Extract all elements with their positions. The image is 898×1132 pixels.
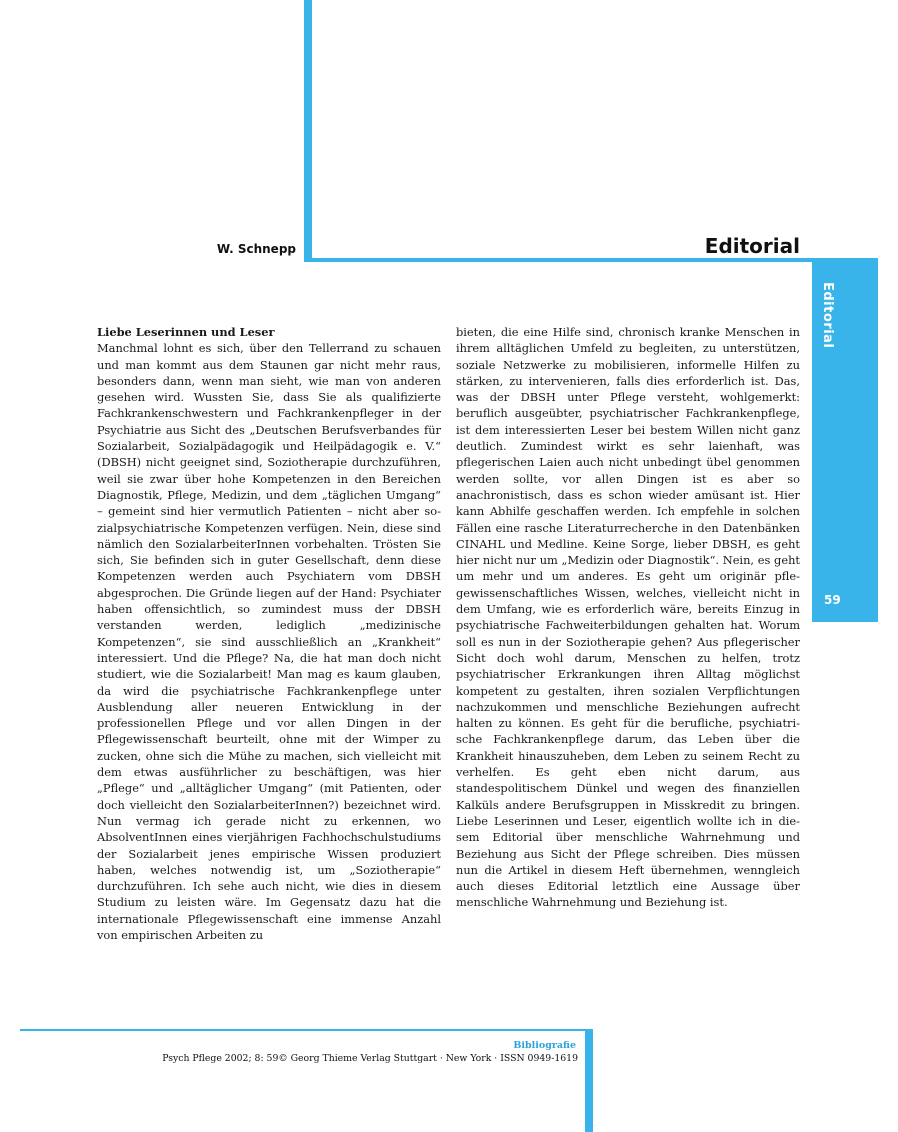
bibliography-label: Bibliografie xyxy=(513,1040,576,1051)
article-text-right: bieten, die eine Hilfe sind, chronisch kranke Menschen in ihrem alltäglichen Umfeld zu begleiten, zu unterstützen, soziale Netzwerke zu mobilisieren, informelle Hilfen zu stärken, zu intervenieren, falls dies erforderlich ist. Das, was der DBSH unter Pflege versteht, wohlgemerkt: beruflich ausgeübter, psychiatrischer Fachkrankenpflege, ist dem interessierten Leser bei bestem Willen nicht ganz deutlich. Zumindest wirkt es sehr laienhaft, was pflegerischen Laien auch nicht unbedingt übel genommen werden sollte, vor allen Dingen ist es aber so anachronistisch, dass es schon wieder amüsant ist. Hier kann Abhilfe geschaffen werden. Ich empfehle in solchen Fällen eine rasche Literaturrecherche in den Datenbänken CINAHL und Medline. Keine Sorge, lieber DBSH, es geht hier nicht nur um „Medizin oder Diagnostik“. Nein, es geht um mehr und um anderes. Es geht um originär pflegewissenschaftliches Wissen, welches, vielleicht nicht in dem Umfang, wie es erforderlich wäre, bereits Einzug in psychiatrische Fachweiterbildungen gehalten hat. Worum soll es nun in der Soziotherapie gehen? Aus pflegerischer Sicht doch wohl darum, Menschen zu helfen, trotz psychiatrischer Erkrankungen ihren Alltag möglichst kompetent zu gestalten, ihren sozialen Verpflichtungen nachzukommen und menschliche Beziehungen aufrecht halten zu können. Es geht für die berufliche, psychiatrische Fachkrankenpflege darum, das Leben über die Krankheit hinauszuheben, dem Leben zu seinem Recht zu verhelfen. Es geht eben nicht darum, aus standespolitischem Dünkel und wegen des finanziellen Kalküls andere Berufsgruppen in Misskredit zu bringen. Liebe Leserinnen und Leser, eigentlich wollte ich in diesem Editorial über menschliche Wahrnehmung und Beziehung aus Sicht der Pflege schreiben. Dies müssen nun die Artikel in diesem Heft übernehmen, wenngleich auch dieses Editorial letztlich eine Aussage über menschliche Wahrnehmung und Beziehung ist. xyxy=(456,325,800,910)
author-name: W. Schnepp xyxy=(216,242,296,256)
top-vertical-rule xyxy=(304,0,312,262)
article-text-left: Manchmal lohnt es sich, über den Tellerrand zu schauen und man kommt aus dem Staunen gar nicht mehr raus, besonders dann, wenn man sieht, wie man von anderen gesehen wird. Wussten Sie, dass Sie als qualifizierte Fachkrankenschwestern und Fachkrankenpfleger in der Psychiatrie aus Sicht des „Deutschen Berufsverbandes für Sozialarbeit, Sozialpädagogik und Heilpädagogik e. V.“ (DBSH) nicht geeignet sind, Soziotherapie durchzuführen, weil sie zwar über hohe Kompetenzen in den Bereichen Diagnostik, Pflege, Medizin, und dem „täglichen Umgang“ – gemeint sind hier vermutlich Patienten – nicht aber sozialpsychiatrische Kompetenzen verfügen. Nein, diese sind nämlich den SozialarbeiterInnen vorbehalten. Trösten Sie sich, Sie befinden sich in guter Gesellschaft, denn diese Kompetenzen werden auch Psychiatern vom DBSH abgesprochen. Die Gründe liegen auf der Hand: Psychiater haben offensichtlich, so zumindest muss der DBSH verstanden werden, lediglich „medizinische Kompetenzen“, sie sind ausschließlich an „Krankheit“ interessiert. Und die Pflege? Na, die hat man doch nicht studiert, wie die Sozialarbeit! Man mag es kaum glauben, da wird die psychiatrische Fachkrankenpflege unter Ausblendung aller neueren Entwicklung in der professionellen Pflege und vor allen Dingen in der Pflegewissenschaft beurteilt, ohne mit der Wimper zu zucken, ohne sich die Mühe zu machen, sich vielleicht mit dem etwas ausführlicher zu beschäftigen, was hier „Pflege“ und „alltäglicher Umgang“ (mit Patienten, oder doch vielleicht den SozialarbeiterInnen?) bezeichnet wird. Nun vermag ich gerade nicht zu erkennen, wo AbsolventInnen eines vierjährigen Fachhochschulstudiums der Sozialarbeit jenes empirische Wissen produziert haben, welches notwendig ist, um „Soziotherapie“ durchzuführen. Ich sehe auch nicht, wie dies in diesem Studium zu leisten wäre. Im Gegensatz dazu hat die internationale Pflegewissenschaft eine immense Anzahl von empirischen Arbeiten zu xyxy=(97,341,441,942)
article-heading: Liebe Leserinnen und Leser xyxy=(97,325,275,339)
footer-vertical-rule xyxy=(585,1029,593,1132)
article-column-right xyxy=(456,324,800,911)
page-number: 59 xyxy=(824,593,841,607)
page-title: Editorial xyxy=(704,234,800,258)
footer-rule xyxy=(20,1029,593,1031)
section-tab-label: Editorial xyxy=(820,282,835,349)
bibliography-citation: Psych Pflege 2002; 8: 59© Georg Thieme Verlag Stuttgart · New York · ISSN 0949-1619 xyxy=(162,1053,578,1064)
article-column-left xyxy=(97,324,441,943)
header-rule xyxy=(304,258,878,262)
